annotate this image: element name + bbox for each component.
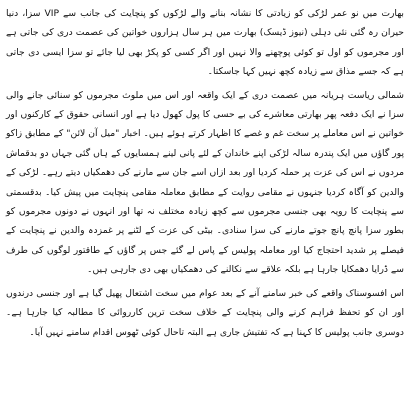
article-paragraph-intro: بھارت میں نو عمر لڑکی کو زیادتی کا نشانہ بنانے والے لڑکوں کو پنچایت کی جانب سے VIP سزا، دنیا حیران رہ گئی نئی دہلی (نیوز ڈیسک) بھارت میں ہر سال ہزاروں خواتین کی عصمت دری کی جاتی ہے اور مجرموں کو اول تو کوئی پوچھنے والا نہیں اور اگر کسی کو پکڑ بھی لیا جائے تو سزا ایسی دی جاتی ہے کہ جسے مذاق سے زیادہ کچھ نہیں کہا جاسکتا۔ — [6, 8, 404, 78]
article-paragraph-incident: شمالی ریاست ہریانہ میں عصمت دری کے ایک واقعہ اور اس میں ملوث مجرموں کو سنائی جانے والی سزا نے ایک دفعہ پھر بھارتی معاشرے کی بے حسی کا پول کھول دیا ہے اور انسانی حقوق کے کارکنوں اور خواتین نے اس معاملے پر سخت غم و غصے کا اظہار کرتے ہوئے ہیں۔ اخبار "میل آن لائن" کے مطابق زاکو پور گاؤں میں ایک پندرہ سالہ لڑکی اپنے خاندان کے لئے پانی لینے ہمسایوں کے ہاں گئی جہاں دو بدقماش مردوں نے اس کی عزت پر حملہ کردیا اور بعد ازاں اسے جان سے مارنے کی دھمکیاں دیتے رہے۔ لڑکی کے والدین کو آگاہ کردیا جنہوں نے مقامی روایت کے مطابق معاملہ مقامی پنچایت میں پیش کیا۔ بدقسمتی سے پنچایت کا رویہ بھی جنسی مجرموں سے کچھ زیادہ مختلف نہ تھا اور انہوں نے دونوں مجرموں کو بطور سزا پانچ پانچ جوتے مارنے کی سزا سنادی۔ بیٹی کی عزت کے لٹنے پر غمزدہ والدین نے پنچایت کے فیصلے پر شدید احتجاج کیا اور معاملہ پولیس کے پاس لے گئے جس پر گاؤں کے طاقتور لوگوں کی طرف سے ڈرایا دھمکایا جارہا ہے بلکہ علاقے سے نکالنے کی دھمکیاں بھی دی جارہی ہیں۔ — [6, 89, 404, 276]
article-paragraph-reaction: اس افسوسناک واقعے کی خبر سامنے آنے کے بعد عوام میں سخت اشتعال پھیل گیا ہے اور جنسی درندوں اور ان کو تحفظ فراہم کرنے والی پنچایت کے خلاف سخت ترین کارروائی کا مطالبہ کیا جارہا ہے۔ دوسری جانب پولیس کا کہنا ہے کہ تفتیش جاری ہے البتہ تاحال کوئی ٹھوس اقدام سامنے نہیں آیا۔ — [6, 287, 404, 338]
